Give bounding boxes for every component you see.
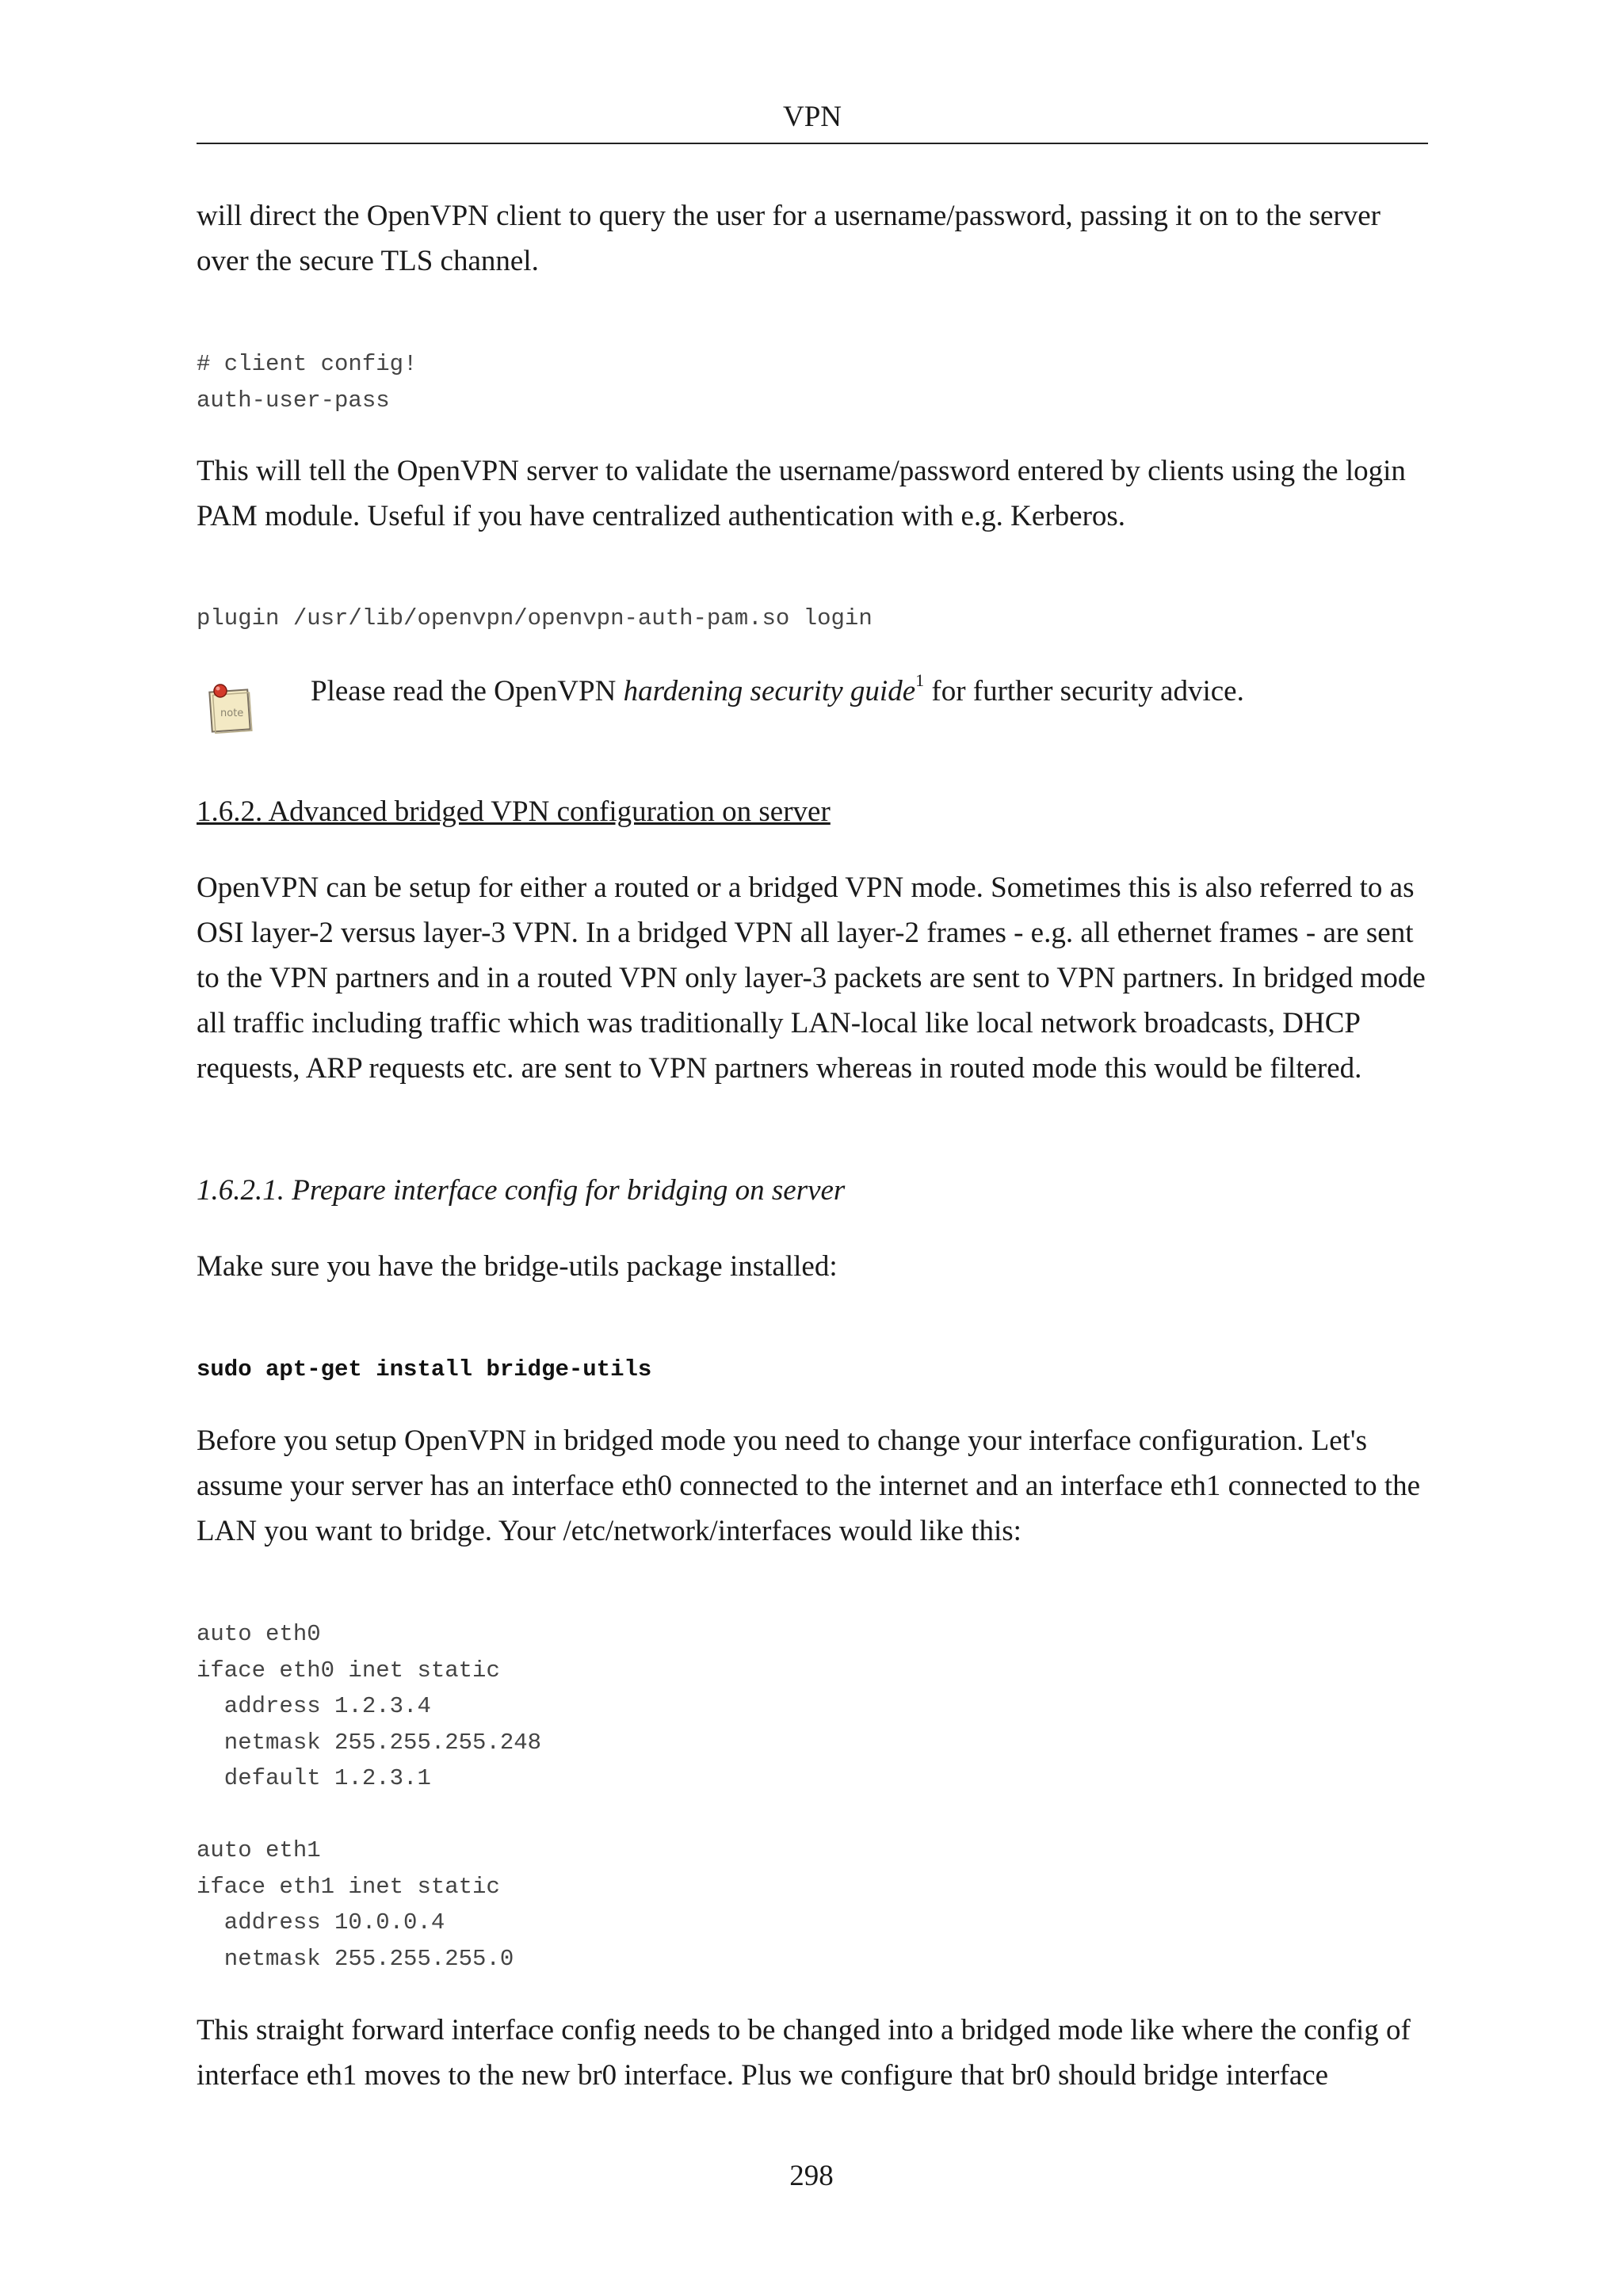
subsection-heading (197, 1168, 1433, 1213)
note-text-before: Please read the OpenVPN (311, 675, 624, 707)
code-text: auto eth0 iface eth0 inet static address 1.2.3.4 netmask 255.255.255.248 default 1.2.3.1 auto eth1 iface eth1 inet static address 10.0.0.4 netmask 255.255.255.0 (197, 1621, 542, 1972)
paragraph-auth-intro (197, 193, 1433, 284)
paragraph-text: OpenVPN can be setup for either a routed or a bridged VPN mode. Sometimes this is also referred to as OSI layer-2 versus layer-3 VPN. In a bridged VPN all layer-2 frames - e.g. all ethernet frames - are sent to the VPN partners and in a routed VPN only layer-3 packets are sent to VPN partners. In bridged mode all traffic including traffic which was traditionally LAN-local like local network broadcasts, DHCP requests, ARP requests etc. are sent to VPN partners whereas in routed mode this would be filtered. (197, 871, 1426, 1085)
hardening-guide-link[interactable]: hardening security guide (623, 675, 916, 707)
subsection-title: 1.6.2.1. Prepare interface config for bridging on server (197, 1174, 846, 1207)
paragraph-text: will direct the OpenVPN client to query the user for a username/password, passing it on to the server over the secure TLS channel. (197, 200, 1381, 277)
paragraph-pam-intro (197, 448, 1433, 539)
note-icon (206, 683, 254, 735)
note-text (311, 669, 1244, 714)
paragraph-text: This will tell the OpenVPN server to validate the username/password entered by clients using the login PAM module. Useful if you have centralized authentication with e.g. Kerberos. (197, 455, 1406, 532)
note-icon-label: note (220, 707, 244, 719)
code-block-plugin (197, 601, 1433, 637)
code-text: # client config! auth-user-pass (197, 351, 418, 414)
note-text-after: for further security advice. (924, 675, 1244, 707)
code-block-client-config (197, 346, 1433, 418)
paragraph-text: Before you setup OpenVPN in bridged mode you need to change your interface configuration. Let's assume your server has an interface eth0 connected to the internet and an interface eth1 connected to the LAN you want to bridge. Your /etc/network/interfaces would like this: (197, 1425, 1421, 1547)
code-block-interfaces (197, 1616, 1433, 1977)
paragraph-interface-config (197, 1418, 1433, 1554)
page-number: 298 (789, 2160, 834, 2192)
paragraph-text: Make sure you have the bridge-utils package installed: (197, 1250, 838, 1283)
code-block-apt-get (197, 1352, 1433, 1388)
footnote-marker: 1 (915, 670, 925, 690)
section-title: 1.6.2. Advanced bridged VPN configuration on server (197, 795, 831, 828)
code-text: plugin /usr/lib/openvpn/openvpn-auth-pam.so login (197, 605, 873, 631)
section-heading (197, 789, 1433, 834)
paragraph-bridged-intro (197, 865, 1433, 1091)
paragraph-bridged-config (197, 2008, 1433, 2098)
page-header: VPN (197, 93, 1428, 144)
paragraph-text: This straight forward interface config needs to be changed into a bridged mode like where the config of interface eth1 moves to the new br0 interface. Plus we configure that br0 should bridge interface (197, 2014, 1411, 2092)
paragraph-bridge-utils (197, 1244, 1433, 1289)
code-text: sudo apt-get install bridge-utils (197, 1356, 652, 1383)
